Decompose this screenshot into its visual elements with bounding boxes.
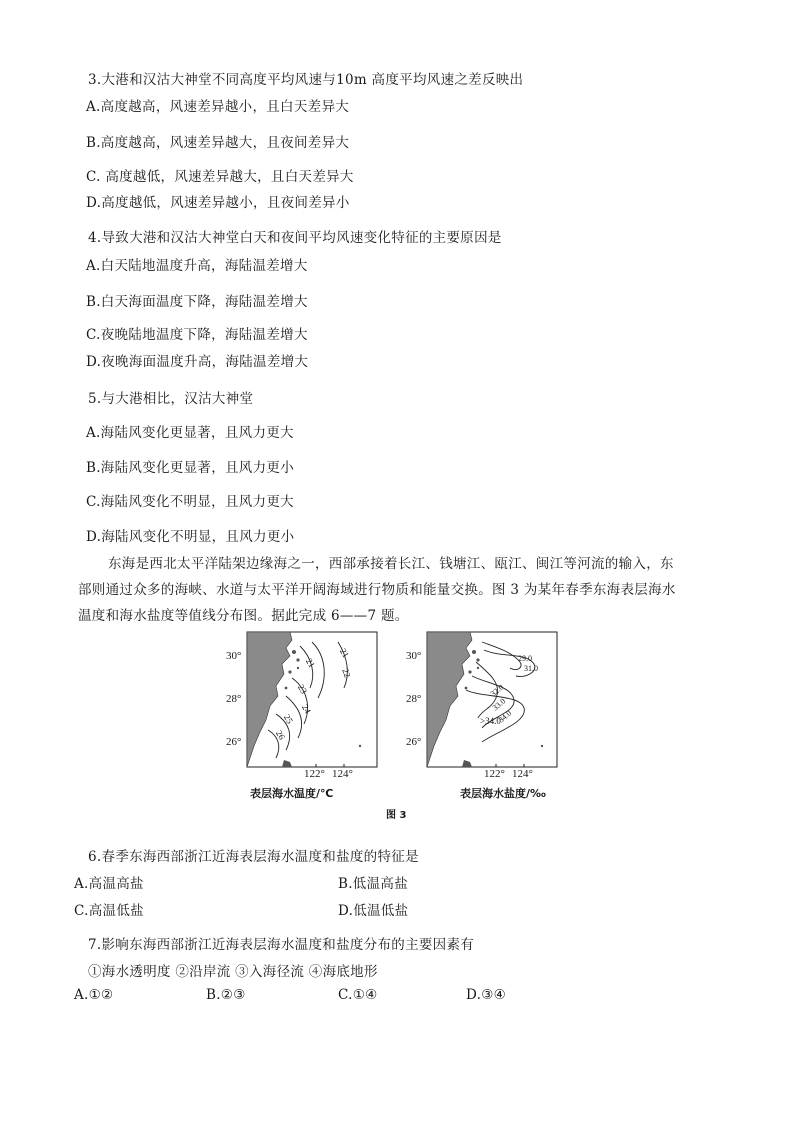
temp-lat-26: 26° [226, 736, 242, 748]
q5-option-c[interactable]: C.海陆风变化不明显，且风力更大 [86, 494, 294, 510]
figure-3 [220, 628, 580, 828]
q3-option-b[interactable]: B.高度越高，风速差异越大，且夜间差异大 [86, 135, 350, 151]
q6-option-c[interactable]: C.高温低盐 [74, 903, 144, 919]
q5-option-d[interactable]: D.海陆风变化不明显，且风力更小 [86, 529, 295, 545]
q5-stem: 5.与大港相比，汉沽大神堂 [88, 391, 254, 407]
temp-label-23: 23 [295, 682, 310, 696]
q4-option-b[interactable]: B.白天海面温度下降，海陆温差增大 [86, 294, 308, 310]
temp-label-22: 22 [340, 667, 353, 679]
q7-option-c[interactable]: C.①④ [338, 987, 378, 1003]
sal-label-34: 34.0 [496, 708, 514, 725]
q6-stem: 6.春季东海西部浙江近海表层海水温度和盐度的特征是 [88, 849, 419, 865]
figure-caption: 图 3 [386, 810, 407, 821]
q3-option-d[interactable]: D.高度越低，风速差异越小，且夜间差异小 [86, 195, 350, 211]
passage-line-3: 温度和海水盐度等值线分布图。据此完成 6——7 题。 [78, 608, 409, 624]
passage-line-1: 东海是西北太平洋陆架边缘海之一，西部承接着长江、钱塘江、瓯江、闽江等河流的输入，东 [108, 556, 674, 572]
sal-label-31: 31.0 [524, 664, 538, 673]
sal-lat-26: 26° [406, 736, 422, 748]
q7-option-b[interactable]: B.②③ [206, 987, 246, 1003]
sal-label-32: 32.0 [488, 682, 506, 699]
temp-label-21b: 21 [337, 646, 352, 660]
q3-stem: 3.大港和汉沽大神堂不同高度平均风速与10m 高度平均风速之差反映出 [88, 72, 524, 88]
temp-lat-28: 28° [226, 693, 242, 705]
temp-label-25: 25 [281, 712, 296, 726]
salinity-map-title: 表层海水盐度/‰ [460, 787, 546, 800]
temp-label-24: 24 [299, 702, 314, 716]
sal-label-29: 29.0 [518, 654, 532, 663]
temp-lon-122: 122° [304, 768, 325, 780]
q3-option-c[interactable]: C. 高度越低，风速差异越大，且白天差异大 [86, 169, 354, 185]
q4-option-d[interactable]: D.夜晚海面温度升高，海陆温差增大 [86, 354, 309, 370]
q4-option-c[interactable]: C.夜晚陆地温度下降，海陆温差增大 [86, 327, 308, 343]
temp-lon-124: 124° [332, 768, 353, 780]
passage-line-2: 部则通过众多的海峡、水道与太平洋开阔海域进行物质和能量交换。图 3 为某年春季东海表层海水 [78, 582, 676, 598]
q4-stem: 4.导致大港和汉沽大神堂白天和夜间平均风速变化特征的主要原因是 [88, 230, 502, 246]
q6-option-b[interactable]: B.低温高盐 [338, 876, 409, 892]
sal-label-33: 33.0 [490, 696, 508, 713]
sal-lat-30: 30° [406, 650, 422, 662]
sal-lat-28: 28° [406, 693, 422, 705]
q6-option-a[interactable]: A.高温高盐 [74, 876, 144, 892]
temp-label-26: 26 [273, 728, 288, 742]
sal-label-gt34: >34.0 [480, 716, 501, 726]
q7-factors: ①海水透明度 ②沿岸流 ③入海径流 ④海底地形 [88, 964, 378, 980]
temperature-map-title: 表层海水温度/℃ [250, 787, 334, 800]
q3-option-a[interactable]: A.高度越高，风速差异越小，且白天差异大 [86, 99, 350, 115]
q7-stem: 7.影响东海西部浙江近海表层海水温度和盐度分布的主要因素有 [88, 937, 475, 953]
q7-option-d[interactable]: D.③④ [466, 987, 507, 1003]
q4-option-a[interactable]: A.白天陆地温度升高，海陆温差增大 [86, 258, 308, 274]
sal-lon-124: 124° [512, 768, 533, 780]
q5-option-a[interactable]: A.海陆风变化更显著，且风力更大 [86, 425, 294, 441]
q6-option-d[interactable]: D.低温低盐 [338, 903, 409, 919]
temp-lat-30: 30° [226, 650, 242, 662]
q5-option-b[interactable]: B.海陆风变化更显著，且风力更小 [86, 460, 295, 476]
sal-lon-122: 122° [484, 768, 505, 780]
temp-label-21: 21 [303, 656, 318, 670]
q7-option-a[interactable]: A.①② [74, 987, 114, 1003]
